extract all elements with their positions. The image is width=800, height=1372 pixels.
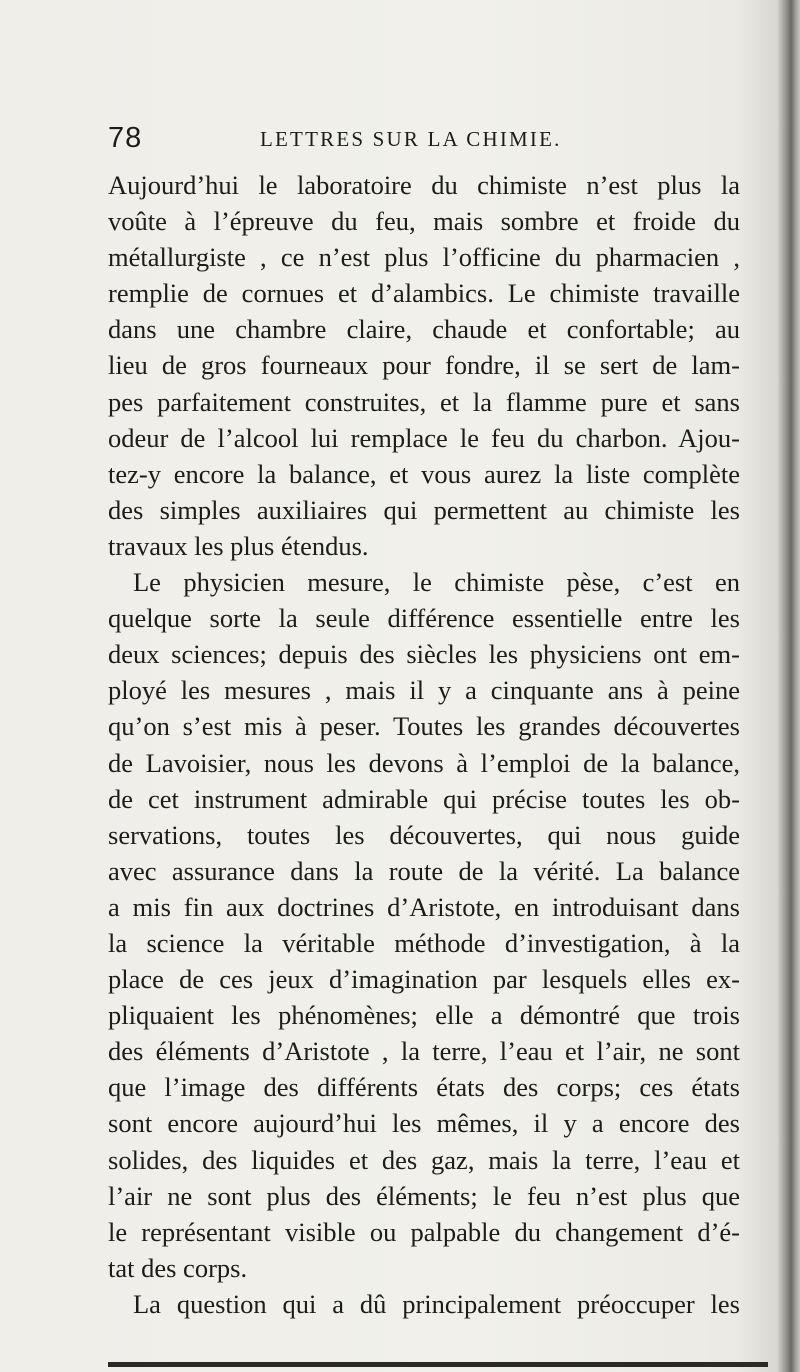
- bottom-edge-rule: [108, 1362, 768, 1367]
- text-line: des simples auxiliaires qui permettent au chimiste les: [108, 494, 740, 525]
- text-line: deux sciences; depuis des siècles les physiciens ont em-: [108, 639, 740, 670]
- page-header: [108, 118, 748, 162]
- running-head: LETTRES SUR LA CHIMIE.: [260, 127, 562, 151]
- text-line: place de ces jeux d’imagination par lesquels elles ex-: [108, 964, 740, 995]
- text-line: avec assurance dans la route de la vérité. La balance: [108, 855, 740, 886]
- text-line: voûte à l’épreuve du feu, mais sombre et froide du: [108, 206, 740, 237]
- text-line: Le physicien mesure, le chimiste pèse, c’est en: [133, 567, 740, 598]
- text-line: odeur de l’alcool lui remplace le feu du charbon. Ajou-: [108, 422, 740, 453]
- text-line: sont encore aujourd’hui les mêmes, il y a encore des: [108, 1108, 740, 1139]
- text-line: que l’image des différents états des corps; ces états: [108, 1072, 740, 1103]
- text-line: lieu de gros fourneaux pour fondre, il se sert de lam-: [108, 350, 740, 381]
- text-line: pliquaient les phénomènes; elle a démontré que trois: [108, 1000, 740, 1031]
- book-binding-edge: [778, 0, 800, 1372]
- page-number: 78: [108, 122, 143, 154]
- body-text: [108, 167, 740, 1322]
- text-line: des éléments d’Aristote , la terre, l’eau et l’air, ne sont: [108, 1036, 740, 1067]
- text-line: Aujourd’hui le laboratoire du chimiste n’est plus la: [108, 170, 740, 200]
- text-line: remplie de cornues et d’alambics. Le chimiste travaille: [108, 278, 740, 309]
- text-line: l’air ne sont plus des éléments; le feu n’est plus que: [108, 1180, 740, 1211]
- text-line: servations, toutes les découvertes, qui nous guide: [108, 819, 740, 850]
- text-line: pes parfaitement construites, et la flamme pure et sans: [108, 386, 740, 417]
- text-line: a mis fin aux doctrines d’Aristote, en introduisant dans: [108, 891, 740, 922]
- text-line: métallurgiste , ce n’est plus l’officine du pharmacien ,: [108, 242, 740, 273]
- text-line: dans une chambre claire, chaude et confortable; au: [108, 314, 740, 345]
- text-line: le représentant visible ou palpable du changement d’é-: [108, 1216, 740, 1247]
- text-line: quelque sorte la seule différence essentielle entre les: [108, 603, 740, 634]
- text-line: La question qui a dû principalement préoccuper les: [133, 1288, 740, 1319]
- text-line: qu’on s’est mis à peser. Toutes les grandes découvertes: [108, 711, 740, 742]
- text-line: tat des corps.: [108, 1252, 248, 1283]
- text-line: ployé les mesures , mais il y a cinquante ans à peine: [108, 675, 740, 706]
- text-line: de cet instrument admirable qui précise toutes les ob-: [108, 783, 740, 814]
- text-line: la science la véritable méthode d’investigation, à la: [108, 927, 740, 958]
- text-line: solides, des liquides et des gaz, mais la terre, l’eau et: [108, 1144, 740, 1175]
- text-line: travaux les plus étendus.: [108, 530, 369, 561]
- text-line: tez-y encore la balance, et vous aurez la liste complète: [108, 458, 740, 489]
- text-line: de Lavoisier, nous les devons à l’emploi de la balance,: [108, 747, 740, 778]
